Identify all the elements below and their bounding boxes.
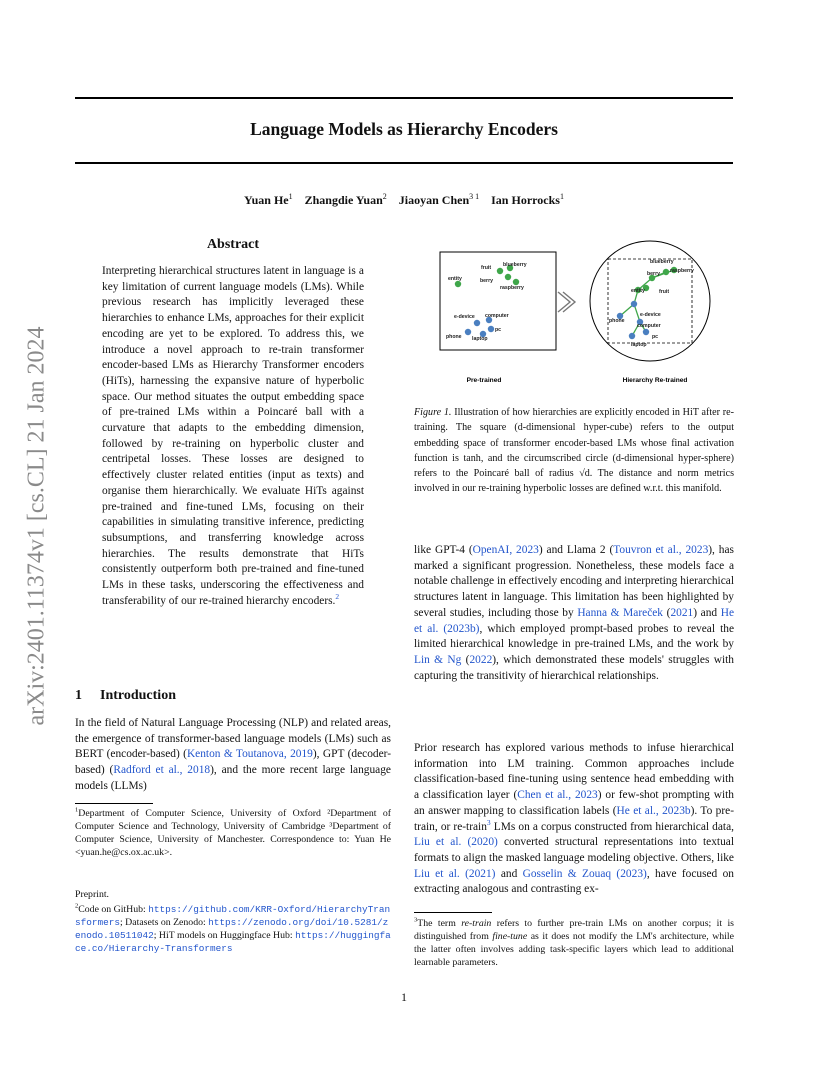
node-label: pc — [495, 327, 502, 333]
zenodo-link[interactable]: https://zenodo.org/doi/10.5281/zenodo.10511042 — [75, 917, 389, 941]
citation-link[interactable]: He et al., 2023b — [616, 804, 691, 817]
node-label: e-device — [454, 314, 475, 320]
section-heading — [75, 688, 176, 704]
affiliation-footnote: $^1$Department of Computer Science, University of Oxford ²Department of Computer Science and Technology, University of Cambridge ³Department of Computer Science, University of Manchester. Correspondence to: Yuan He <yuan.he@cs.ox.ac.uk>. — [75, 806, 391, 858]
section-title: Introduction — [100, 688, 176, 703]
left-nodes — [455, 265, 519, 337]
author-list — [75, 192, 733, 208]
title-rule-top — [75, 97, 733, 99]
figure-caption-text: Illustration of how hierarchies are explicitly encoded in HiT after re-training. The square (d-dimensional hyper-cube) refers to the output embedding space of transformer encoder-based LMs whose final activation function is tanh, and the circumscribed circle (d-dimensional hyper-sphere) refers to the Poincaré ball of radius √d. The distance and norm metrics involved in our re-training hyperbolic losses are defined w.r.t. this manifold. — [414, 407, 734, 495]
figure-label-left: Pre-trained — [466, 377, 502, 384]
node-label: berry — [647, 271, 660, 277]
citation-link[interactable]: 2021 — [670, 606, 694, 619]
node-label: e-device — [640, 312, 661, 318]
node-label: fruit — [659, 289, 670, 295]
node-label: phone — [446, 334, 462, 340]
page-number: 1 — [401, 990, 407, 1004]
node-label: entity — [631, 288, 645, 294]
node-label: raspberry — [670, 268, 694, 274]
node-berry — [505, 274, 511, 280]
arxiv-sidebar — [22, 296, 52, 756]
figure-1 — [428, 238, 728, 390]
node-label: laptop — [472, 336, 488, 342]
citation-link[interactable]: He et al. (2023b) — [414, 606, 735, 635]
github-link[interactable]: https://github.com/KRR-Oxford/HierarchyTransformers — [75, 904, 391, 928]
citation-link[interactable]: Touvron et al., 2023 — [613, 544, 709, 556]
node-label: blueberry — [650, 259, 674, 265]
right-paragraph-1: like GPT-4 (OpenAI, 2023) and Llama 2 (Touvron et al., 2023), has marked a significant progression. Nonetheless, these models face a notable challenge in effectively encoding and interpreting hierarchical structures latent in language. This limitation has been highlighted by several studies, including those by Hanna & Mareček (2021) and He et al. (2023b), which employed prompt-based probes to reveal the limited hierarchical knowledge in pre-trained LMs, and the work by Lin & Ng (2022), which demonstrated these models' struggles with capturing the transitivity of hierarchical relationships. — [414, 544, 735, 682]
node-phone — [465, 329, 471, 335]
author: Yuan He$^1$ — [244, 192, 293, 207]
node-label: computer — [637, 323, 661, 329]
node-label: blueberry — [503, 262, 527, 268]
figure-label-right: Hierarchy Re-trained — [622, 377, 688, 384]
citation-link[interactable]: 2022 — [469, 653, 493, 666]
node-e-device — [474, 320, 480, 326]
node-pc — [643, 329, 649, 335]
footnote-link-2[interactable]: 2 — [335, 591, 340, 601]
abstract-body — [102, 264, 364, 609]
huggingface-link[interactable]: https://huggingface.co/Hierarchy-Transformers — [75, 930, 391, 954]
node-pc — [488, 326, 494, 332]
node-blueberry — [663, 269, 669, 275]
right-paragraph-2: Prior research has explored various methods to infuse hierarchical information into LM training. Common approaches include classification-based fine-tuning using sentence head embedding with a classification layer (Chen et al., 2023) or few-shot prompting with an answer mapping to classification labels (He et al., 2023b). To pre-train, or re-train$^3$ LMs on a corpus constructed from hierarchical data, Liu et al. (2020) converted structural representations into textual formats to align the masked language modeling objective. Others, like Liu et al. (2021) and Gosselin & Zouaq (2023), have focused on extracting analogous and contrasting ex- — [414, 742, 735, 896]
author: Ian Horrocks$^1$ — [491, 192, 564, 207]
paper-title: Language Models as Hierarchy Encoders — [250, 119, 558, 139]
section-number: 1 — [75, 688, 82, 703]
citation-link[interactable]: Radford et al., 2018 — [113, 764, 211, 777]
footnote-link-3[interactable]: 3 — [486, 817, 491, 827]
preprint-note: Preprint. — [75, 889, 110, 900]
chevron-right-icon — [558, 292, 570, 312]
node-e-device — [631, 301, 637, 307]
author: Zhangdie Yuan$^2$ — [304, 192, 387, 207]
citation-link[interactable]: Gosselin & Zouaq (2023) — [522, 867, 647, 880]
node-label: fruit — [481, 265, 492, 271]
intro-paragraph: In the field of Natural Language Processing (NLP) and related areas, the emergence of transformer-based language models (LMs) such as BERT (encoder-based) (Kenton & Toutanova, 2019), GPT (decoder-based) (Radford et al., 2018), and the more recent large language models (LLMs) — [75, 717, 392, 792]
title-rule-bottom — [75, 162, 733, 164]
code-footnote: $^2$Code on GitHub: https://github.com/KRR-Oxford/HierarchyTransformers; Datasets on Zenodo: https://zenodo.org/doi/10.5281/zenodo.10511042; HiT models on Huggingface Hub: https://huggingface.co/Hierarchy-Transformers — [75, 902, 391, 954]
node-laptop — [629, 333, 635, 339]
figure-caption-label: Figure 1. — [414, 407, 452, 418]
citation-link[interactable]: Hanna & Mareček — [577, 606, 664, 619]
citation-link[interactable]: OpenAI, 2023 — [472, 544, 539, 556]
arxiv-id: arXiv:2401.11374v1 [cs.CL] 21 Jan 2024 — [23, 326, 50, 726]
retrain-footnote: $^3$The term re-train refers to further pre-train LMs on another corpus; it is distinguished from fine-tune as it does not modify the LM's architecture, while the latter often involves adding task-specific layers which lead to additional learnable parameters. — [414, 916, 734, 968]
node-label: computer — [485, 313, 509, 319]
node-label: entity — [448, 276, 462, 282]
citation-link[interactable]: Chen et al., 2023 — [517, 789, 598, 802]
footnote-rule — [414, 912, 492, 913]
node-label: raspberry — [500, 285, 524, 291]
citation-link[interactable]: Liu et al. (2020) — [414, 836, 498, 849]
citation-link[interactable]: Lin & Ng — [414, 653, 462, 666]
footnote-rule — [75, 803, 153, 804]
node-label: phone — [609, 318, 625, 324]
citation-link[interactable]: Liu et al. (2021) — [414, 867, 496, 880]
node-fruit — [497, 268, 503, 274]
node-label: berry — [480, 278, 493, 284]
abstract-text: Interpreting hierarchical structures latent in language is a key limitation of current language models (LMs). While previous research has implicitly leveraged these hierarchies to enhance LMs, approaches for their explicit encoding are yet to be explored. To address this, we introduce a novel approach to re-train transformer encoder-based LMs as Hierarchy Transformer encoders (HiTs), harnessing the expansive nature of hyperbolic space. Our method situates the output embedding space of pre-trained LMs within a Poincaré ball with a curvature that adapts to the embedding dimension, followed by re-training on hyperbolic cluster and centripetal losses. These losses are designed to effectively cluster related entities (input as texts) and organise them hierarchically. We evaluate HiTs against pre-trained and fine-tuned LMs, focusing on their capabilities in simulating transitive inference, predicting subsumptions, and transferring knowledge across hierarchies. The results demonstrate that HiTs consistently outperform both pre-trained and fine-tuned LMs in these tasks, underscoring the effectiveness and transferability of our re-trained hierarchy encoders. — [102, 265, 364, 607]
figure-caption — [414, 405, 734, 497]
node-label: laptop — [631, 342, 647, 348]
node-label: pc — [652, 334, 659, 340]
citation-link[interactable]: Kenton & Toutanova, 2019 — [186, 748, 313, 761]
abstract-heading: Abstract — [206, 237, 260, 252]
author: Jiaoyan Chen$^{3 1}$ — [398, 192, 480, 207]
